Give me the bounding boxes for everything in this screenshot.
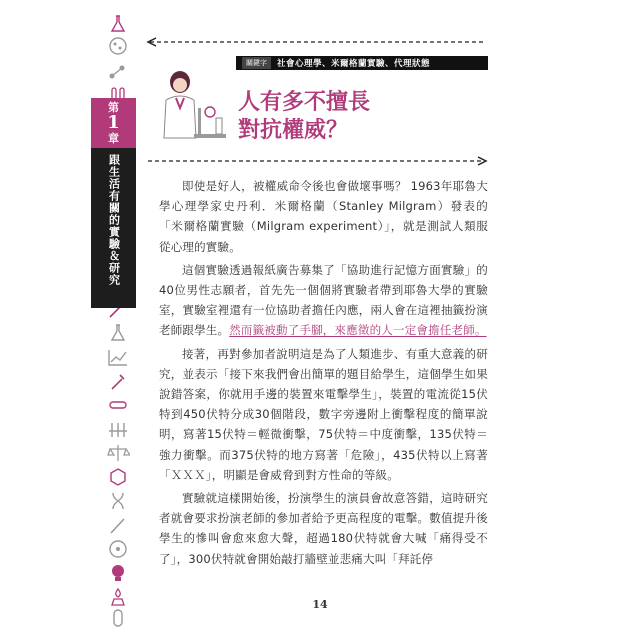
- pill-icon: [104, 395, 132, 415]
- body-text: [159, 176, 488, 572]
- chapter-tab: [91, 98, 136, 286]
- scientist-illustration: [158, 68, 228, 146]
- page-number: 14: [312, 598, 328, 611]
- chapter-suffix: 章: [108, 132, 119, 145]
- highlighted-sentence: 然而籤被動了手腳，來應徵的人一定會擔任老師。: [229, 323, 487, 338]
- paragraph: 即使是好人，被權威命令後也會做壞事嗎？ 1963年耶魯大學心理學家史丹利．米爾格蘭（Stanley Milgram）發表的「米爾格蘭實驗（Milgram experiment）」，就是測試人類服從心理的實驗。: [159, 179, 488, 254]
- line-chart-icon: [104, 347, 132, 367]
- pipette-icon: [104, 515, 132, 535]
- flask-icon: [104, 14, 132, 34]
- hexagon-molecule-icon: [104, 467, 132, 487]
- chapter-number-block: [91, 98, 136, 148]
- chapter-prefix: 第: [108, 101, 119, 114]
- lightbulb-icon: [104, 563, 132, 583]
- dropper-icon: [104, 371, 132, 391]
- paragraph: 這個實驗透過報紙廣告募集了「協助進行記憶方面實驗」的40位男性志願者，首先先一個個將實驗者帶到耶魯大學的實驗室，實驗室裡還有一位協助者擔任內應，兩人會在這裡抽籤扮演老師跟學生。然而籤被動了手腳，來應徵的人一定會擔任老師。: [159, 262, 488, 338]
- page-title: [238, 88, 370, 144]
- paragraph: 實驗就這樣開始後，扮演學生的演員會故意答錯，這時研究者就會要求扮演老師的參加者給予更高程度的電擊。數值提升後學生的慘叫會愈來愈大聲，超過180伏特就會大喊「痛得受不了」，300伏特就會開始敲打牆壁並悲痛大叫「拜託停: [159, 491, 488, 566]
- dna-icon: [104, 491, 132, 511]
- vial-icon: [104, 608, 132, 628]
- scale-icon: [104, 443, 132, 463]
- chapter-title: 跟生活有關的實驗＆研究: [91, 148, 136, 308]
- keyword-banner: [236, 56, 488, 70]
- flask-icon: [104, 323, 132, 343]
- molecule-icon: [104, 62, 132, 82]
- chapter-number: 1: [107, 112, 120, 133]
- keyword-text: 社會心理學、米爾格蘭實驗、代理狀態: [277, 59, 431, 69]
- dashed-arrow-top: [146, 36, 488, 48]
- dashed-arrow-bottom: [146, 155, 488, 167]
- keyword-label: 關鍵字: [242, 57, 271, 69]
- title-line-2: 對抗權威？: [238, 117, 349, 143]
- petri-dish-icon: [104, 36, 132, 56]
- test-tube-rack-icon: [104, 419, 132, 439]
- petri-dish-icon: [104, 539, 132, 559]
- paragraph: 接著，再對參加者說明這是為了人類進步、有重大意義的研究，並表示「接下來我們會出簡單的題目給學生，這個學生如果說錯答案，你就用手邊的裝置來電擊學生」，裝置的電流從15伏特到450伏特分成30個階段，數字旁邊附上衝擊程度的簡單說明，寫著15伏特＝輕微衝擊，75伏特＝中度衝擊，135伏特＝強力衝擊。而375伏特的地方寫著「危險」，435伏特以上寫著「ＸＸＸ」，明顯是會威脅到對方性命的等級。: [159, 346, 488, 482]
- title-line-1: 人有多不擅長: [238, 89, 371, 115]
